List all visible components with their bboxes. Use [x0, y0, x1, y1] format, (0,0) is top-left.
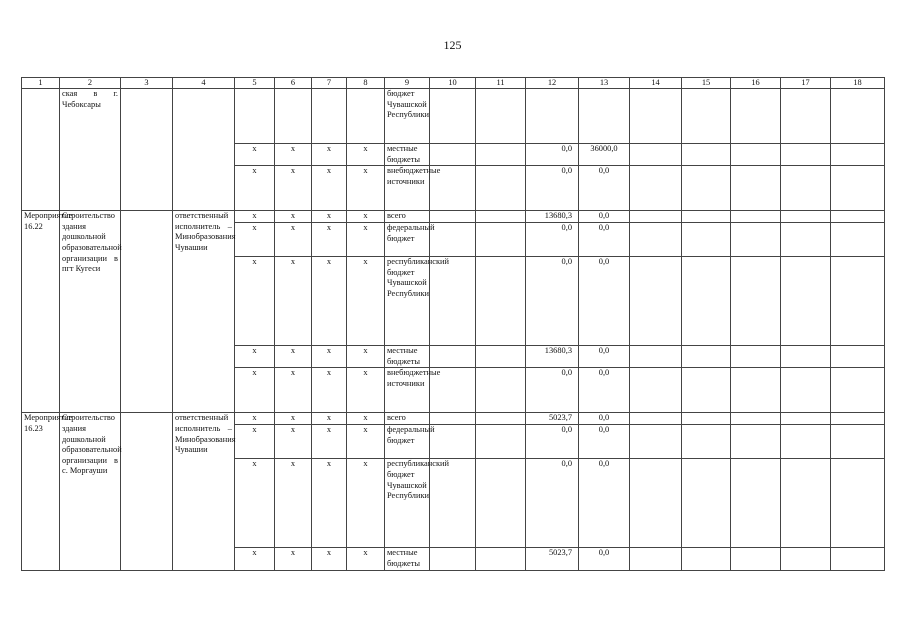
cell-col10 [430, 211, 476, 223]
cell-col18 [831, 257, 885, 346]
cell-col13: 0,0 [579, 166, 630, 211]
column-header: 17 [781, 78, 831, 89]
cell-col7: х [312, 413, 347, 425]
page-number: 125 [443, 38, 462, 52]
cell-col15 [682, 413, 731, 425]
cell-col14 [630, 257, 682, 346]
cell-col8: х [347, 211, 385, 223]
cell-col18 [831, 166, 885, 211]
cell-col16 [731, 211, 781, 223]
cell-col17 [781, 368, 831, 413]
cell-col7: х [312, 425, 347, 459]
cell-col5 [235, 89, 275, 144]
column-header: 7 [312, 78, 347, 89]
responsible-executor: ответственный исполнитель – Минобразования Чувашии [173, 413, 235, 570]
cell-col11 [476, 223, 526, 257]
cell-col15 [682, 425, 731, 459]
cell-col11 [476, 346, 526, 368]
cell-col6: х [275, 346, 312, 368]
cell-col15 [682, 368, 731, 413]
cell-col5: х [235, 223, 275, 257]
responsible-executor [173, 89, 235, 211]
cell-col17 [781, 89, 831, 144]
cell-col12: 5023,7 [526, 413, 579, 425]
empty-cell [121, 211, 173, 413]
cell-col6: х [275, 166, 312, 211]
cell-col12: 0,0 [526, 223, 579, 257]
cell-col11 [476, 211, 526, 223]
cell-col18 [831, 144, 885, 166]
cell-col12: 13680,3 [526, 211, 579, 223]
cell-col13: 0,0 [579, 459, 630, 548]
cell-col5: х [235, 166, 275, 211]
cell-col5: х [235, 548, 275, 570]
column-header: 4 [173, 78, 235, 89]
cell-col16 [731, 346, 781, 368]
cell-col17 [781, 223, 831, 257]
cell-col13: 0,0 [579, 346, 630, 368]
cell-col16 [731, 144, 781, 166]
cell-col10 [430, 548, 476, 570]
cell-col17 [781, 257, 831, 346]
cell-col18 [831, 548, 885, 570]
column-header: 5 [235, 78, 275, 89]
cell-col10 [430, 346, 476, 368]
cell-col8: х [347, 257, 385, 346]
funding-source: республиканский бюджет Чувашской Республики [385, 257, 430, 346]
cell-col14 [630, 346, 682, 368]
cell-col12: 0,0 [526, 166, 579, 211]
cell-col12: 0,0 [526, 425, 579, 459]
cell-col14 [630, 89, 682, 144]
cell-col5: х [235, 413, 275, 425]
funding-source: внебюджетные источники [385, 368, 430, 413]
cell-col17 [781, 425, 831, 459]
cell-col16 [731, 548, 781, 570]
column-header: 16 [731, 78, 781, 89]
cell-col16 [731, 223, 781, 257]
cell-col10 [430, 223, 476, 257]
cell-col12 [526, 89, 579, 144]
cell-col17 [781, 459, 831, 548]
cell-col8: х [347, 144, 385, 166]
cell-col17 [781, 346, 831, 368]
cell-col12: 0,0 [526, 144, 579, 166]
cell-col5: х [235, 346, 275, 368]
funding-source: внебюджетные источники [385, 166, 430, 211]
cell-col7: х [312, 166, 347, 211]
cell-col13 [579, 89, 630, 144]
cell-col16 [731, 89, 781, 144]
cell-col6: х [275, 144, 312, 166]
cell-col18 [831, 346, 885, 368]
cell-col10 [430, 425, 476, 459]
funding-source: федеральный бюджет [385, 425, 430, 459]
funding-source: местные бюджеты [385, 346, 430, 368]
measure-code: Мероприятие 16.22 [22, 211, 60, 413]
cell-col15 [682, 211, 731, 223]
cell-col10 [430, 257, 476, 346]
column-header: 12 [526, 78, 579, 89]
cell-col8: х [347, 368, 385, 413]
cell-col10 [430, 144, 476, 166]
funding-source: местные бюджеты [385, 548, 430, 570]
cell-col6: х [275, 413, 312, 425]
column-header: 2 [60, 78, 121, 89]
cell-col5: х [235, 368, 275, 413]
cell-col6: х [275, 223, 312, 257]
cell-col16 [731, 166, 781, 211]
cell-col8: х [347, 166, 385, 211]
cell-col15 [682, 346, 731, 368]
cell-col15 [682, 548, 731, 570]
cell-col8 [347, 89, 385, 144]
column-header: 9 [385, 78, 430, 89]
cell-col14 [630, 368, 682, 413]
cell-col17 [781, 144, 831, 166]
cell-col13: 36000,0 [579, 144, 630, 166]
cell-col6: х [275, 459, 312, 548]
cell-col6: х [275, 368, 312, 413]
cell-col10 [430, 89, 476, 144]
cell-col18 [831, 211, 885, 223]
cell-col15 [682, 166, 731, 211]
cell-col18 [831, 425, 885, 459]
cell-col13: 0,0 [579, 548, 630, 570]
cell-col12: 0,0 [526, 459, 579, 548]
cell-col8: х [347, 413, 385, 425]
funding-source: местные бюджеты [385, 144, 430, 166]
cell-col11 [476, 548, 526, 570]
cell-col12: 13680,3 [526, 346, 579, 368]
cell-col13: 0,0 [579, 425, 630, 459]
cell-col17 [781, 548, 831, 570]
cell-col14 [630, 413, 682, 425]
cell-col16 [731, 425, 781, 459]
cell-col14 [630, 425, 682, 459]
empty-cell [121, 413, 173, 570]
column-header: 15 [682, 78, 731, 89]
cell-col7: х [312, 548, 347, 570]
measure-name: Строительство здания дошкольной образовательной организации в с. Моргауши [60, 413, 121, 570]
cell-col15 [682, 459, 731, 548]
cell-col6: х [275, 425, 312, 459]
cell-col7: х [312, 211, 347, 223]
cell-col14 [630, 223, 682, 257]
cell-col16 [731, 413, 781, 425]
cell-col5: х [235, 425, 275, 459]
responsible-executor: ответственный исполнитель – Минобразования Чувашии [173, 211, 235, 413]
cell-col12: 0,0 [526, 257, 579, 346]
column-header: 13 [579, 78, 630, 89]
cell-col17 [781, 211, 831, 223]
cell-col17 [781, 413, 831, 425]
measure-code: Мероприятие 16.23 [22, 413, 60, 570]
cell-col14 [630, 166, 682, 211]
cell-col13: 0,0 [579, 211, 630, 223]
measure-name: Строительство здания дошкольной образовательной организации в пгт Кугеси [60, 211, 121, 413]
measure-code [22, 89, 60, 211]
funding-source: всего [385, 211, 430, 223]
cell-col7: х [312, 144, 347, 166]
funding-source: республиканский бюджет Чувашской Республики [385, 459, 430, 548]
column-header: 10 [430, 78, 476, 89]
cell-col5: х [235, 459, 275, 548]
cell-col10 [430, 459, 476, 548]
cell-col11 [476, 257, 526, 346]
cell-col8: х [347, 548, 385, 570]
table-row [22, 89, 885, 144]
cell-col15 [682, 144, 731, 166]
cell-col14 [630, 459, 682, 548]
cell-col11 [476, 368, 526, 413]
cell-col13: 0,0 [579, 368, 630, 413]
cell-col5: х [235, 144, 275, 166]
cell-col18 [831, 368, 885, 413]
cell-col12: 5023,7 [526, 548, 579, 570]
cell-col17 [781, 166, 831, 211]
column-header: 6 [275, 78, 312, 89]
funding-table [21, 77, 885, 571]
cell-col15 [682, 89, 731, 144]
cell-col18 [831, 459, 885, 548]
cell-col8: х [347, 223, 385, 257]
cell-col8: х [347, 425, 385, 459]
cell-col6 [275, 89, 312, 144]
cell-col13: 0,0 [579, 223, 630, 257]
cell-col18 [831, 89, 885, 144]
cell-col7: х [312, 257, 347, 346]
cell-col6: х [275, 257, 312, 346]
table-row [22, 211, 885, 223]
cell-col7 [312, 89, 347, 144]
column-header: 8 [347, 78, 385, 89]
cell-col18 [831, 413, 885, 425]
cell-col11 [476, 459, 526, 548]
funding-source: федеральный бюджет [385, 223, 430, 257]
cell-col8: х [347, 459, 385, 548]
cell-col16 [731, 368, 781, 413]
cell-col12: 0,0 [526, 368, 579, 413]
cell-col11 [476, 413, 526, 425]
cell-col14 [630, 211, 682, 223]
column-number-header [22, 78, 885, 89]
cell-col18 [831, 223, 885, 257]
cell-col5: х [235, 257, 275, 346]
column-header: 11 [476, 78, 526, 89]
cell-col7: х [312, 368, 347, 413]
cell-col11 [476, 425, 526, 459]
table-row [22, 413, 885, 425]
cell-col15 [682, 257, 731, 346]
cell-col15 [682, 223, 731, 257]
cell-col7: х [312, 223, 347, 257]
cell-col13: 0,0 [579, 413, 630, 425]
cell-col7: х [312, 346, 347, 368]
cell-col5: х [235, 211, 275, 223]
cell-col14 [630, 548, 682, 570]
cell-col16 [731, 257, 781, 346]
column-header: 14 [630, 78, 682, 89]
column-header: 18 [831, 78, 885, 89]
empty-cell [121, 89, 173, 211]
cell-col11 [476, 166, 526, 211]
cell-col16 [731, 459, 781, 548]
column-header: 1 [22, 78, 60, 89]
funding-source: всего [385, 413, 430, 425]
cell-col7: х [312, 459, 347, 548]
measure-name: ская в г. Чебоксары [60, 89, 121, 211]
cell-col13: 0,0 [579, 257, 630, 346]
cell-col11 [476, 89, 526, 144]
column-header: 3 [121, 78, 173, 89]
cell-col6: х [275, 211, 312, 223]
funding-source: бюджет Чувашской Республики [385, 89, 430, 144]
cell-col10 [430, 413, 476, 425]
cell-col11 [476, 144, 526, 166]
cell-col8: х [347, 346, 385, 368]
cell-col6: х [275, 548, 312, 570]
cell-col14 [630, 144, 682, 166]
